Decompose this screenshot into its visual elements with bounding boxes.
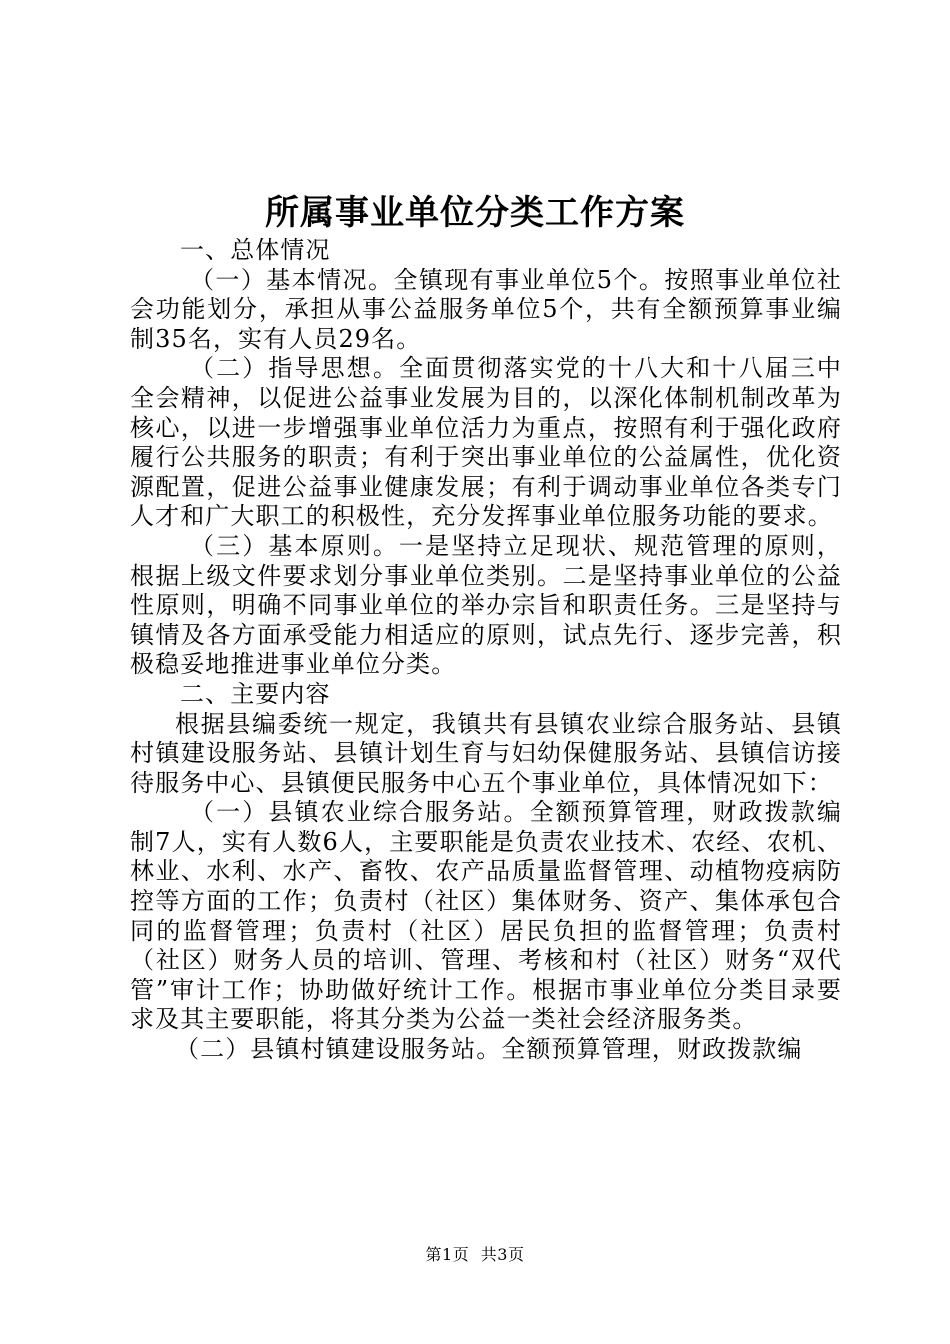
paragraph-guiding-thought: （二）指导思想。全面贯彻落实党的十八大和十八届三中全会精神，以促进公益事业发展为目的，以深化体制机制改革为核心，以进一步增强事业单位活力为重点，按照有利于强化政府履行公共服务的职责；有利于突出事业单位的公益属性，优化资源配置，促进公益事业健康发展；有利于调动事业单位各类专门人才和广大职工的积极性，充分发挥事业单位服务功能的要求。 [130, 354, 842, 531]
page-total: 共3页 [480, 1245, 525, 1264]
page-footer [0, 1242, 950, 1265]
section-heading-main-content: 二、主要内容 [180, 679, 331, 708]
section-heading-overview: 一、总体情况 [180, 236, 331, 264]
document-body [130, 236, 842, 1065]
page-title: 所属事业单位分类工作方案 [265, 193, 685, 233]
paragraph-agri-service-station: （一）县镇农业综合服务站。全额预算管理，财政拨款编制7人，实有人数6人，主要职能是负责农业技术、农经、农机、林业、水利、水产、畜牧、农产品质量监督管理、动植物疫病防控等方面的工作；负责村（社区）集体财务、资产、集体承包合同的监督管理；负责村（社区）居民负担的监督管理；负责村（社区）财务人员的培训、管理、考核和村（社区）财务“双代管”审计工作；协助做好统计工作。根据市事业单位分类目录要求及其主要职能，将其分类为公益一类社会经济服务类。 [130, 798, 842, 1034]
paragraph-basic-principles: （三）基本原则。一是坚持立足现状、规范管理的原则，根据上级文件要求划分事业单位类别。二是坚持事业单位的公益性原则，明确不同事业单位的举办宗旨和职责任务。三是坚持与镇情及各方面承受能力相适应的原则，试点先行、逐步完善，积极稳妥地推进事业单位分类。 [130, 531, 842, 679]
paragraph-basic-situation: （一）基本情况。全镇现有事业单位5个。按照事业单位社会功能划分，承担从事公益服务单位5个，共有全额预算事业编制35名，实有人员29名。 [130, 265, 842, 353]
paragraph-construction-station: （二）县镇村镇建设服务站。全额预算管理，财政拨款编 [175, 1035, 803, 1064]
paragraph-unit-list-intro: 根据县编委统一规定，我镇共有县镇农业综合服务站、县镇村镇建设服务站、县镇计划生育与妇幼保健服务站、县镇信访接待服务中心、县镇便民服务中心五个事业单位，具体情况如下： [130, 709, 842, 797]
page-number: 第1页 [425, 1245, 470, 1264]
